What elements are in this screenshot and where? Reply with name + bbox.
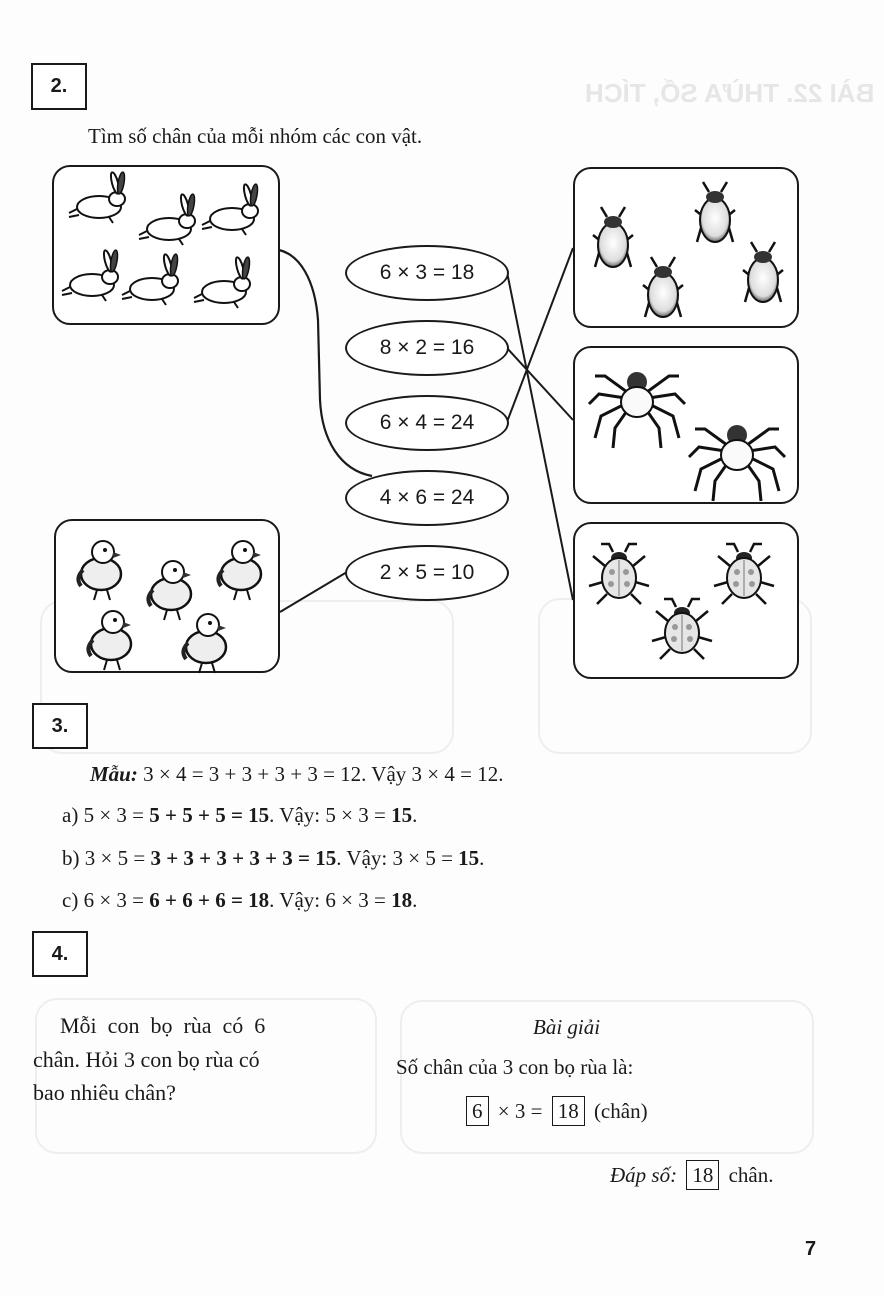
- beetle-group-illustration: [575, 169, 801, 330]
- item-label: c) 6 × 3 =: [62, 888, 150, 912]
- equation-oval-5[interactable]: 2 × 5 = 10: [345, 545, 509, 601]
- answer-unit: chân.: [728, 1163, 774, 1187]
- problem-line-1: Mỗi con bọ rùa có 6: [60, 1013, 266, 1038]
- beetle-icon: [593, 207, 633, 267]
- item-sum: 3 + 3 + 3 + 3 + 3 = 15: [150, 846, 337, 870]
- exercise-2-number: 2.: [31, 63, 87, 110]
- group-box-spiders[interactable]: [573, 346, 799, 504]
- item-mid: . Vậy: 3 × 5 =: [336, 846, 459, 870]
- item-result: 15: [391, 803, 413, 827]
- exercise-2-instruction: Tìm số chân của mỗi nhóm các con vật.: [88, 124, 423, 148]
- ladybug-icon: [714, 544, 774, 604]
- calc-unit: (chân): [593, 1099, 648, 1123]
- group-box-ladybugs[interactable]: [573, 522, 799, 679]
- item-end: .: [479, 846, 485, 870]
- sample-text: 3 × 4 = 3 + 3 + 3 + 3 = 12. Vậy 3 × 4 = 12.: [137, 762, 504, 786]
- spider-group-illustration: [575, 348, 801, 506]
- spider-icon: [589, 372, 685, 448]
- chick-icon: [183, 614, 226, 673]
- beetle-icon: [743, 242, 783, 302]
- group-box-rabbits[interactable]: [52, 165, 280, 325]
- chick-icon: [78, 541, 121, 600]
- item-mid: . Vậy: 5 × 3 =: [269, 803, 392, 827]
- answer-label: Đáp số:: [610, 1163, 678, 1187]
- spider-icon: [689, 425, 785, 501]
- chick-icon: [88, 611, 131, 670]
- rabbit-icon: [139, 194, 196, 245]
- exercise-3-sample: [90, 762, 503, 787]
- exercise-4-number: 4.: [32, 931, 88, 977]
- item-end: .: [412, 888, 418, 912]
- problem-line-3: bao nhiêu chân?: [33, 1080, 176, 1105]
- exercise-3-item-a: [62, 803, 417, 828]
- item-sum: 5 + 5 + 5 = 15: [149, 803, 270, 827]
- answer-box-product[interactable]: 18: [552, 1096, 585, 1126]
- rabbit-icon: [194, 257, 251, 308]
- solution-title: Bài giải: [533, 1015, 601, 1039]
- ladybug-icon: [652, 599, 712, 659]
- rabbit-icon: [202, 184, 259, 235]
- beetle-icon: [643, 257, 683, 317]
- item-end: .: [412, 803, 418, 827]
- bleed-through-title: BÀI 22. THỪA SỐ, TÍCH: [585, 78, 875, 108]
- chick-group-illustration: [56, 521, 282, 675]
- rabbit-icon: [62, 250, 119, 301]
- beetle-icon: [695, 182, 735, 242]
- chick-icon: [148, 561, 191, 620]
- chick-icon: [218, 541, 261, 600]
- exercise-3-item-c: [62, 888, 417, 913]
- ladybug-group-illustration: [575, 524, 801, 681]
- exercise-3-item-b: [62, 846, 484, 871]
- sample-label: Mẫu:: [90, 762, 138, 786]
- equation-oval-4[interactable]: 4 × 6 = 24: [345, 470, 509, 526]
- answer-box-factor[interactable]: 6: [466, 1096, 489, 1126]
- answer-box-final[interactable]: 18: [686, 1160, 719, 1190]
- calc-mid: × 3 =: [497, 1099, 543, 1123]
- item-mid: . Vậy: 6 × 3 =: [269, 888, 392, 912]
- equation-oval-2[interactable]: 8 × 2 = 16: [345, 320, 509, 376]
- equation-oval-3[interactable]: 6 × 4 = 24: [345, 395, 509, 451]
- item-result: 18: [391, 888, 413, 912]
- solution-line: Số chân của 3 con bọ rùa là:: [396, 1055, 634, 1079]
- equation-oval-1[interactable]: 6 × 3 = 18: [345, 245, 509, 301]
- group-box-beetles[interactable]: [573, 167, 799, 328]
- solution-calculation: [462, 1096, 648, 1126]
- problem-line-2: chân. Hỏi 3 con bọ rùa có: [33, 1047, 260, 1072]
- item-sum: 6 + 6 + 6 = 18: [149, 888, 270, 912]
- page-number: 7: [805, 1238, 817, 1260]
- final-answer: [610, 1160, 774, 1190]
- rabbit-icon: [69, 172, 126, 223]
- group-box-chicks[interactable]: [54, 519, 280, 673]
- rabbit-group-illustration: [54, 167, 282, 327]
- exercise-3-number: 3.: [32, 703, 88, 749]
- rabbit-icon: [122, 254, 179, 305]
- item-result: 15: [458, 846, 480, 870]
- item-label: a) 5 × 3 =: [62, 803, 150, 827]
- item-label: b) 3 × 5 =: [62, 846, 151, 870]
- ladybug-icon: [589, 544, 649, 604]
